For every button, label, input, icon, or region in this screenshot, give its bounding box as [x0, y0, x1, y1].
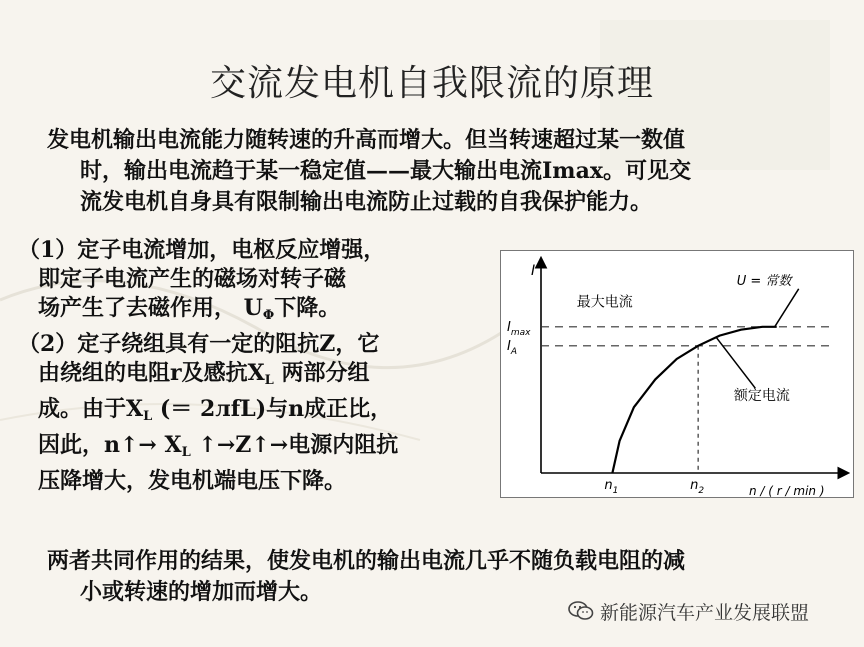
point-1-line-1: （1）定子电流增加，电枢反应增强， [18, 237, 386, 263]
u-phi-subscript: Φ [262, 308, 275, 323]
ia-tick-label [507, 339, 517, 357]
constant-voltage-leader [775, 289, 799, 327]
point-2-line-3 [18, 395, 443, 431]
point-1-line-3-post: 下降。 [274, 295, 341, 321]
point-1-line-3-pre: 场产生了去磁作用， U [38, 295, 263, 321]
intro-paragraph [47, 125, 817, 218]
ia-symbol: I [507, 338, 511, 354]
current-speed-chart [500, 250, 854, 498]
point-2-line-3-pre: 成。由于X [38, 396, 144, 422]
point-1-line-2: 即定子电流产生的磁场对转子磁 [38, 266, 347, 292]
n2-symbol: n [690, 478, 699, 493]
xl-subscript: L [181, 445, 191, 460]
imax-symbol: I [507, 319, 511, 335]
imax-subscript: max [510, 327, 531, 338]
n2-subscript: 2 [698, 486, 705, 496]
n1-subscript: 1 [612, 486, 619, 496]
point-2-line-4-pre: 因此，n↑→ X [38, 432, 182, 458]
conclusion-line-2: 小或转速的增加而增大。 [80, 579, 323, 605]
watermark [568, 597, 858, 625]
x-axis-label: n / ( r / min ) [749, 484, 825, 497]
constant-voltage-label: U = 常数 [736, 273, 792, 289]
explanation-points [18, 236, 443, 496]
n1-tick-label [604, 478, 618, 496]
point-1-line-3 [18, 294, 443, 330]
intro-line-1: 发电机输出电流能力随转速的升高而增大。但当转速超过某一数值 [47, 127, 686, 153]
xl-subscript: L [264, 373, 274, 388]
point-2-line-3-post: (＝ 2лfL)与n成正比， [152, 396, 393, 422]
point-2-line-2-post: 两部分组 [273, 360, 370, 386]
conclusion-line-1: 两者共同作用的结果，使发电机的输出电流几乎不随负载电阻的减 [47, 548, 686, 574]
rated-current-leader [716, 337, 755, 388]
point-2-line-5: 压降增大，发电机端电压下降。 [38, 468, 347, 494]
point-2-line-2 [18, 359, 443, 395]
intro-line-3: 流发电机自身具有限制输出电流防止过载的自我保护能力。 [80, 189, 653, 215]
point-2-line-2-pre: 由绕组的电阻r及感抗X [38, 360, 265, 386]
chart-svg [501, 251, 853, 497]
wechat-icon [568, 600, 594, 622]
rated-current-label: 额定电流 [733, 387, 790, 404]
max-current-label: 最大电流 [576, 294, 633, 311]
intro-line-2: 时，输出电流趋于某一稳定值——最大输出电流Imax。可见交 [80, 158, 691, 184]
n1-symbol: n [604, 478, 613, 493]
y-axis-label: I [531, 263, 536, 279]
slide-title: 交流发电机自我限流的原理 [209, 63, 654, 104]
point-2-line-4 [18, 431, 443, 467]
n2-tick-label [690, 478, 704, 496]
watermark-text: 新能源汽车产业发展联盟 [600, 601, 810, 624]
imax-tick-label [507, 320, 531, 338]
point-2-line-1: （2）定子绕组具有一定的阻抗Z，它 [18, 331, 380, 357]
point-2-line-4-post: ↑→Z↑→电源内阻抗 [190, 432, 399, 458]
ia-subscript: A [510, 346, 518, 357]
xl-subscript: L [143, 409, 153, 424]
